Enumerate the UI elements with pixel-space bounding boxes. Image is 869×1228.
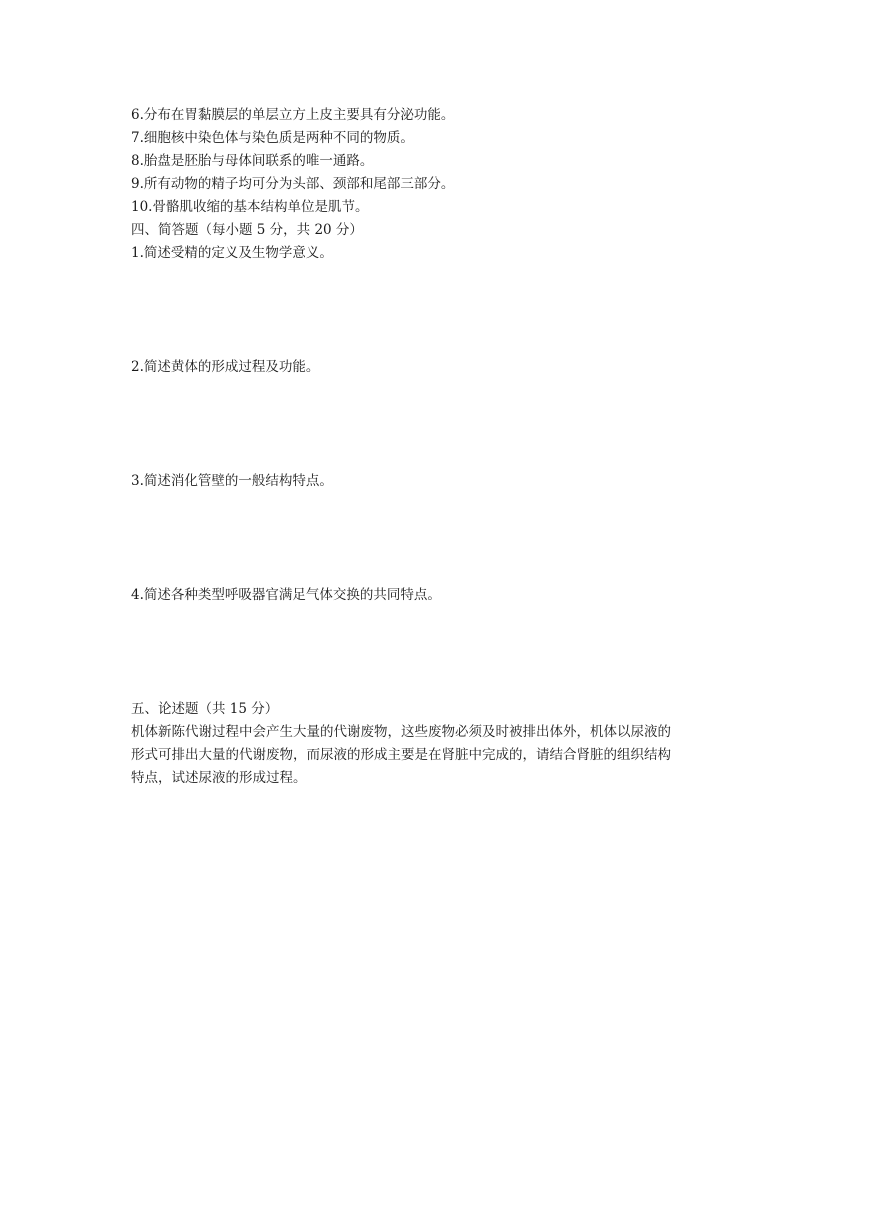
- answer-space-4: [131, 607, 741, 698]
- essay-section: [131, 698, 741, 790]
- short-answer-heading: 四、简答题（每小题 5 分，共 20 分）: [131, 222, 363, 238]
- true-false-item-6: 6.分布在胃黏膜层的单层立方上皮主要具有分泌功能。: [131, 107, 455, 123]
- short-answer-section: [131, 219, 741, 698]
- essay-prompt-line-2: 形式可排出大量的代谢废物，而尿液的形成主要是在肾脏中完成的，请结合肾脏的组织结构: [131, 747, 671, 763]
- answer-space-3: [131, 493, 741, 584]
- true-false-item-9: 9.所有动物的精子均可分为头部、颈部和尾部三部分。: [131, 176, 455, 192]
- essay-heading: 五、论述题（共 15 分）: [131, 701, 279, 717]
- short-answer-question-3: 3.简述消化管壁的一般结构特点。: [131, 473, 333, 489]
- essay-prompt-line-3: 特点，试述尿液的形成过程。: [131, 770, 307, 786]
- answer-space-1: [131, 265, 741, 356]
- answer-space-2: [131, 379, 741, 470]
- true-false-item-8: 8.胎盘是胚胎与母体间联系的唯一通路。: [131, 153, 374, 169]
- true-false-item-7: 7.细胞核中染色体与染色质是两种不同的物质。: [131, 130, 414, 146]
- exam-content: [131, 104, 741, 790]
- short-answer-question-4: 4.简述各种类型呼吸器官满足气体交换的共同特点。: [131, 587, 441, 603]
- essay-prompt: [131, 721, 739, 790]
- short-answer-question-1: 1.简述受精的定义及生物学意义。: [131, 245, 333, 261]
- short-answer-question-2: 2.简述黄体的形成过程及功能。: [131, 359, 320, 375]
- true-false-item-10: 10.骨骼肌收缩的基本结构单位是肌节。: [131, 199, 369, 215]
- essay-prompt-line-1: 机体新陈代谢过程中会产生大量的代谢废物，这些废物必须及时被排出体外，机体以尿液的: [131, 724, 671, 740]
- true-false-list: [131, 104, 741, 219]
